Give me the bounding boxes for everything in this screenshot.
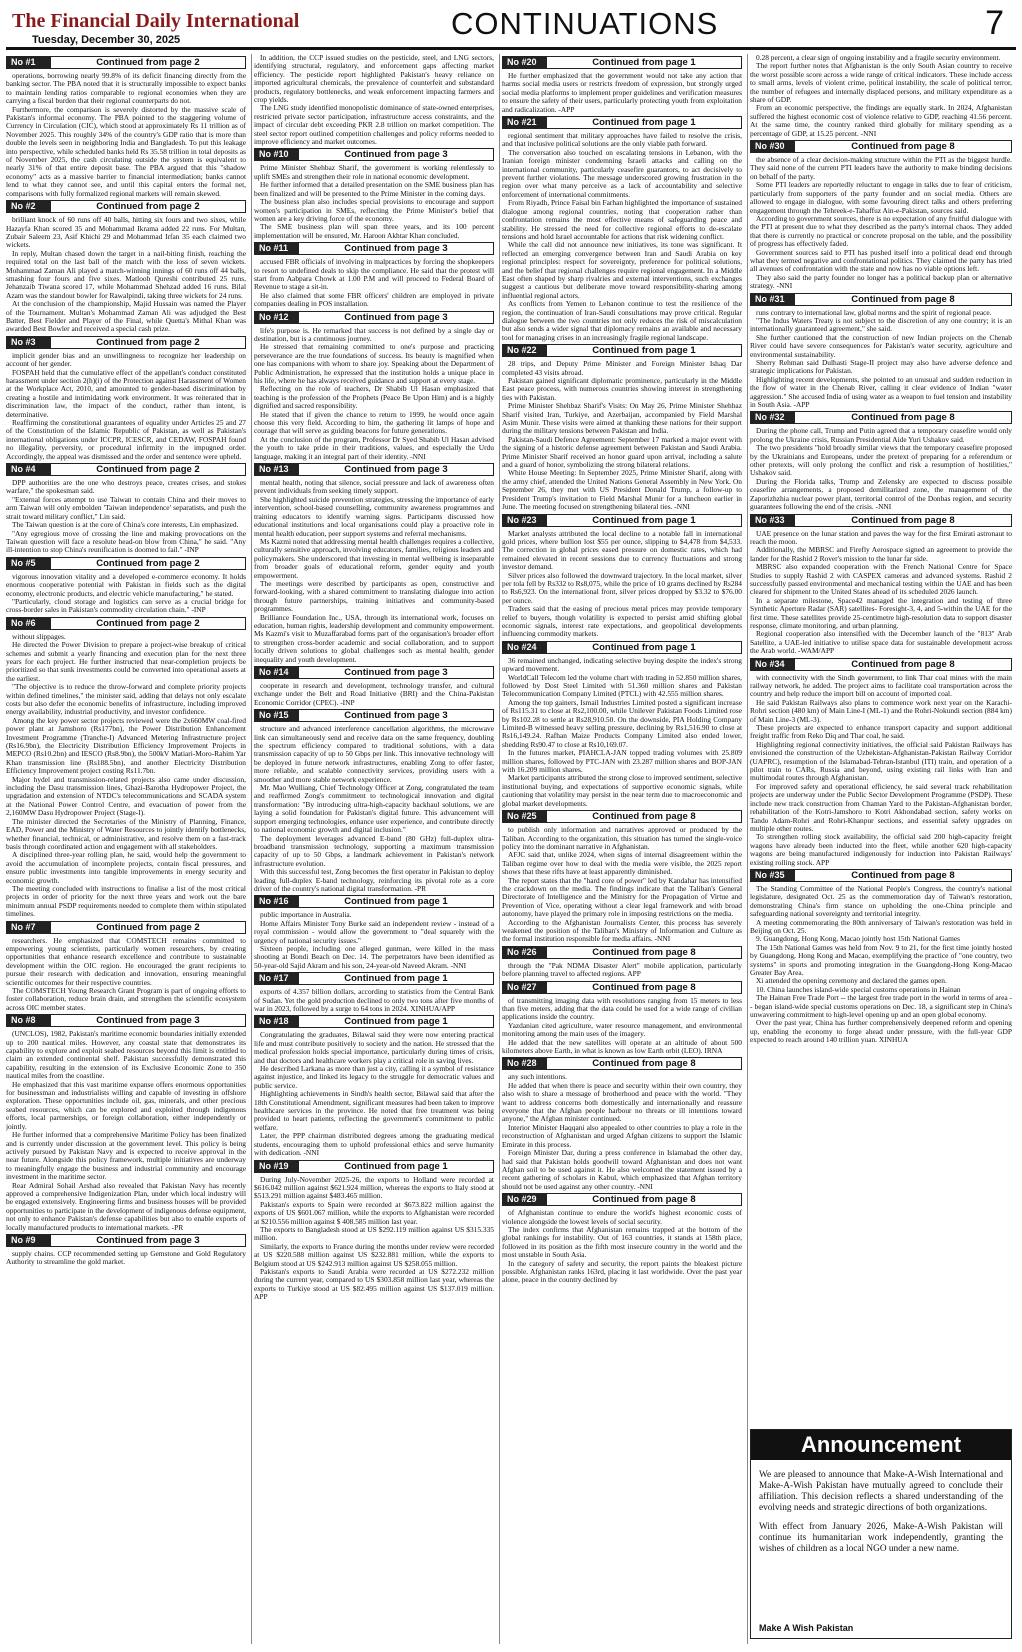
article-paragraph: life's purpose is. He remarked that success is not defined by a single day or destination, but is a continuous journey. [254,325,494,343]
continuation-number: No #20 [503,57,547,68]
continuation-number: No #26 [503,947,547,958]
continued-from-label: Continued from page 2 [96,557,200,569]
announcement-signature: Make A Wish Pakistan [759,1622,854,1633]
continuation-number: No #7 [7,922,51,933]
article-paragraph: of Afghanistan continue to endure the world's highest economic costs of violence alongside the lowest levels of social security. [502,1208,742,1226]
article-paragraph: The report further notes that Afghanistan is the only South Asian country to receive the worst possible score across a wide range of critical indicators. These include access to small arms, levels of violent crime, political instability, the scale of political terror, the number of refugees and internally displaced persons, and military expenditure as a share of GDP. [750,61,1012,105]
article-paragraph: Some PTI leaders are reportedly reluctant to engage in talks due to fear of criticism, particularly from supporters of the party founder and on social media. Others are allowed to engage in dialogue, with some favouring direct talks and others preferring engagement through the Tehreek-e-Tahaffuz Ain-e-Pakistan, sources said. [750,180,1012,215]
article-paragraph: Congratulating the graduates, Bilawal said they were now entering practical life and must contribute positively to society and the nation. He stressed that the medical profession holds special importance, particularly during times of crisis, and that doctors and healthcare workers play a critical role in saving lives. [254,1030,494,1065]
continuation-header [750,869,1012,882]
article-paragraph: He further informed that a comprehensive Maritime Policy has been finalized and is currently under discussion at the government level. This policy is being actively pursued by Pakistan Navy and is expected to receive approval in the near future. Alongside this policy framework, multiple initiatives are underway to meaningfully engage the business and industrial community and encourage investment in the maritime sector. [6,1130,246,1182]
continuation-article [750,54,1012,138]
continuation-header [254,242,494,255]
article-paragraph: He added that when there is peace and security within their own country, they also wish to share a message of brotherhood and peace with the world. "They want to address concerns both domestically and internationally and reassure everyone that the Afghan people harbour no threats or ill intentions toward anyone," the Afghan minister continued. [502,1080,742,1124]
column-3 [502,54,742,1646]
continuation-header [6,1014,246,1027]
article-paragraph: UAE presence on the lunar station and paves the way for the first Emirati astronaut to reach the moon. [750,528,1012,546]
article-paragraph: These projects are expected to enhance transport capacity and support additional freight traffic from Reko Diq and Thar coal, he said. [750,723,1012,741]
article-paragraph: They also said the party founder no longer has a political backup plan or alternative strategy. -NNI [750,272,1012,291]
continued-from-label: Continued from page 1 [344,896,448,908]
continuation-number: No #19 [255,1161,299,1172]
article-paragraph: Prime Minister Shehbaz Sharif, the government is working relentlessly to uplift SMEs and strengthen their role in national economic development. [254,163,494,181]
article-paragraph: 28 trips, and Deputy Prime Minister and Foreign Minister Ishaq Dar completed 43 visits abroad. [502,359,742,377]
article-paragraph: The meeting concluded with instructions to finalise a list of the most critical projects in order of priority for the next three years and work out the bare minimum annual PSDP requirements needed to complete them within stipulated timelines. [6,883,246,919]
article-paragraph: operations, borrowing nearly 99.8% of its deficit financing directly from the banking sector. The PBA noted that it is structurally impossible to expect banks to maintain lending ratios comparable to regional economies when they are carrying a fiscal burden that their regional counterparts do not. [6,71,246,106]
continuation-header [502,641,742,654]
article-paragraph: exports of 4.357 billion dollars, according to statistics from the Central Bank of Sudan. Yet the gold production declined to only two tons after five months of war in 2023, followed by a surge to 64 tons in 2024. XINHUA/APP [254,987,494,1013]
continuation-article [6,200,246,334]
continuation-article [254,1015,494,1157]
article-paragraph: To strengthen rolling stock availability, the official said 200 high-capacity freight wagons have already been inducted into the fleet, while another 620 high-capacity wagons are being manufactured indigenously for induction into Pakistan Railways' existing rolling stock. APP [750,832,1012,867]
article-paragraph: Later, the PPP chairman distributed degrees among the graduating medical students, encouraging them to uphold professional ethics and serve humanity with dedication. -NNI [254,1131,494,1158]
continued-from-label: Continued from page 2 [96,201,200,213]
article-paragraph: Foreign Minister Dar, during a press conference in Islamabad the other day, had said that Pakistan holds goodwill toward Afghanistan and does not want Afghan soil to be used against it. He also welcomed the statement issued by a recent gathering of scholars in Kabul, which emphasized that Afghan territory should not be used against any other country. -NNI [502,1148,742,1191]
paper-name: The Financial Daily International [12,10,300,32]
continuation-header [502,514,742,527]
article-paragraph: In the category of safety and security, the report paints the bleakest picture possible. Afghanistan ranks 163rd, placing it last worldwide. Over the past year alone, peace in the country declined by [502,1258,742,1285]
article-paragraph: During the phone call, Trump and Putin agreed that a temporary ceasefire would only prolong the Ukraine crisis, Russian Presidential Aide Yuri Ushakov said. [750,426,1012,444]
article-paragraph: Similarly, the exports to France during the months under review were recorded at US $220.588 million against US $232.881 million, while the exports to Belgium stood at US $242.913 million against US $258.055 million. [254,1241,494,1268]
continuation-header [750,514,1012,527]
continued-from-label: Continued from page 8 [851,869,955,881]
section-title: CONTINUATIONS [451,6,719,41]
continuation-article [6,463,246,555]
continuation-number: No #6 [7,618,51,629]
article-paragraph: 36 remained unchanged, indicating selective buying despite the index's strong upward movement. [502,655,742,674]
announcement-body [751,1460,1011,1573]
article-paragraph: Pakistan gained significant diplomatic prominence, particularly in the Middle East peace process, with numerous countries showing interest in strengthening ties with Pakistan. [502,376,742,402]
article-paragraph: White House Meeting: In September 2025, Prime Minister Sharif, along with the army chief, attended the United Nations General Assembly in New York. On September 26, they met with US President Donald Trump, a follow-up to President Trump's invitation to Field Marshal Munir for a luncheon earlier in June. The meeting focused on strengthening bilateral ties. -NNI [502,468,742,512]
article-paragraph: Sherry Rehman said Dulhasti Stage-II project may also have adverse defence and strategic implications for Pakistan. [750,358,1012,376]
continued-from-label: Continued from page 1 [592,514,696,526]
continuation-header [6,617,246,630]
article-paragraph: The COMSTECH Young Research Grant Program is part of ongoing efforts to foster collaboration, reduce brain drain, and strengthen the scientific ecosystem across OIC member states. [6,986,246,1012]
continuation-article [502,981,742,1056]
article-paragraph: cooperate in research and development, technology transfer, and cultural exchange under the Belt and Road Initiative (BRI) and the China-Pakistan Economic Corridor (CPEC). -INP [254,681,494,707]
article-paragraph: A disciplined three-year rolling plan, he said, would help the government to avoid the accumulation of incomplete projects, contain fiscal pressures, and ensure public investments into tangible improvements in energy security and economic growth. [6,850,246,885]
article-paragraph: The Hainan Free Trade Port -- the largest free trade port in the world in terms of area -- began island-wide special customs operations on Dec. 18, a significant step in China's unwavering commitment to high-level opening up and an open global economy. [750,993,1012,1020]
article-paragraph: "Particularly, cloud storage and logistics can serve as a crucial bridge for cross-border sales in Pakistan's commodity circulation chain." -INP [6,596,246,615]
continuation-article [750,869,1012,1045]
continued-from-label: Continued from page 2 [96,617,200,629]
continuation-header [254,666,494,679]
article-paragraph: In the futures market, PIAHCLA-JAN topped trading volumes with 25.809 million shares, followed by PTC-JAN with 23.287 million shares and BOP-JAN with 16.209 million shares. [502,748,742,775]
article-paragraph: Prime Minister Shehbaz Sharif's Visits: On May 26, Prime Minister Shehbaz Sharif visited Iran, Turkiye, and Azerbaijan, accompanied by Field Marshal Asim Munir. These visits were aimed at thanking these nations for their support during the military tensions between Pakistan and India. [502,401,742,436]
column-2 [254,54,494,1646]
article-paragraph: Silver prices also followed the downward trajectory. In the local market, silver per tola fell by Rs332 to Rs8,075, while the price of 10 grams declined by Rs284 to Rs6,923. On the international front, silver prices dropped by $3.32 to $76.00 per ounce. [502,570,742,605]
continued-from-label: Continued from page 3 [344,311,448,323]
continued-from-label: Continued from page 1 [592,57,696,68]
article-paragraph: "The Indus Waters Treaty is not subject to the discretion of any one country; it is an internationally guaranteed agreement," she said. [750,315,1012,334]
article-paragraph: Sixteen people, including one alleged gunman, were killed in the mass shooting at Bondi Beach on Dec. 14. The perpetrators have been identified as 50-year-old Sajid Akram and his son, 24-year-old Naveed Akram. -NNI [254,943,494,970]
article-paragraph: In reply, Multan chased down the target in a nail-biting finish, reaching the required total on the last ball of the match with the loss of seven wickets. Mohammad Zaman Ali played a match-winning innings of 60 runs off 44 balls, smashing four fours and five sixes. Matloob Qureshi contributed 25 runs, Jehanzaib Tiwana scored 17, while Mohammad Shehzad added 16 runs. Bilal Azam was the standout bowler for Rawalpindi, taking three wickets for 24 runs. [6,248,246,300]
article-paragraph: Among the key power sector projects reviewed were the 2x660MW coal-fired power plant at Jamshoro (Rs177bn), the Power Distribution Enhancement Investment Programme (Tranche-I) Advanced Metering Infrastructure project (Rs16.9bn), the Electricity Distribution Efficiency Improvement Projects in MEPCO (Rs10.2bn) and IESCO (Rs8.9bn), the 500kV Matiari-Moro-Rahim Yar Khan transmission line (Rs188.5bn), and another Electricity Distribution Efficiency Improvement project costing Rs11.7bn. [6,715,246,776]
article-paragraph: He described Larkana as more than just a city, calling it a symbol of resistance against injustice, and linked its legacy to the struggle for democratic values and public service. [254,1064,494,1090]
continued-from-label: Continued from page 1 [344,1160,448,1172]
continuation-article [6,56,246,198]
article-paragraph: implicit gender bias and an unwillingness to recognize her leadership on account of her gender. [6,350,246,369]
continuation-number: No #22 [503,345,547,356]
article-paragraph: From an economic perspective, the findings are equally stark. In 2024, Afghanistan suffered the highest economic cost of violence relative to GDP, reaching 41.56 percent. At the same time, the country ranked third globally for military spending as a percentage of GDP, at 15.25 percent. -NNI [750,103,1012,138]
article-paragraph: During the Florida talks, Trump and Zelensky are expected to discuss possible ceasefire arrangements, a proposed demilitarized zone, the management of the Zaporizhzhia nuclear power plant, territorial control of the Donbas region, and security guarantees following the end of the crisis. -NNI [750,476,1012,512]
article-paragraph: 10. China launches island-wide special customs operations in Hainan [756,984,961,994]
continuation-header [502,981,742,994]
article-paragraph: with connectivity with the Sindh government, to link Thar coal mines with the main railway network, he added. The project aims to facilitate coal transportation across the country and help reduce the import bill on account of imported coal. [750,672,1012,699]
article-paragraph: Interior Minister Haqqani also appealed to other countries to play a role in the reconstruction of Afghanistan and urged Afghan citizens to support the Islamic Emirate in this process. [502,1122,742,1149]
article-paragraph: Regional cooperation also intensified with the December launch of the "813" Arab Satellite, a UAE-led initiative to utilise space data for sustainable development across the Arab world. -WAM/APP [750,629,1012,656]
article-paragraph: regional sentiment that military approaches have failed to resolve the crisis, and that inclusive political solutions are the only viable path forward. [502,131,742,149]
article-paragraph: "External forces attempt to use Taiwan to contain China and their moves to arm Taiwan will only embolden 'Taiwan independence' separatists, and push the strait toward military conflict," Lin said. [6,494,246,521]
continuation-header [502,1057,742,1070]
continuation-number: No #14 [255,667,299,678]
article-paragraph: Pakistan-Saudi Defence Agreement: September 17 marked a major event with the signing of a historic defense agreement between Pakistan and Saudi Arabia. Prime Minister Sharif received an honor guard upon arrival, including a salute and a guard of honor, symbolizing the strong bilateral relations. [502,434,742,470]
article-paragraph: In a separate milestone, Space42 managed the integration and testing of three Synthetic Aperture Radar (SAR) satellites- Foresight-3, 4, and 5-within the UAE for the first time. These satellites provide 25-centimetre high-resolution data to support disaster response, climate monitoring, and urban planning. [750,595,1012,630]
continuation-header [502,1193,742,1206]
continuation-header [254,1015,494,1028]
continuation-article [254,54,494,146]
article-paragraph: At the conclusion of the program, Professor Dr Syed Shabib Ul Hasan advised the youth to take pride in their traditions, values, and especially the Urdu language, making it an integral part of their identity. -NNI [254,434,494,461]
continuation-number: No #23 [503,515,547,526]
continuation-article [502,344,742,511]
article-paragraph: mental health, noting that silence, social pressure and lack of awareness often prevent individuals from seeking timely support. [254,478,494,496]
continuation-number: No #32 [751,412,795,423]
article-paragraph: the absence of a clear decision-making structure within the PTI as the biggest hurdle. They said none of the current PTI leaders have the authority to make binding decisions on behalf of the party. [750,155,1012,181]
continuation-number: No #11 [255,243,299,254]
article-paragraph: Among the top gainers, Ismail Industries Limited posted a significant increase of Rs115.31 to close at Rs2,100.00, while Unilever Pakistan Foods Limited rose by Rs102.28 to settle at Rs28,910.50. On the downside, PIA Holding Company Limited-B witnessed heavy selling pressure, declining by Rs1,516.90 to close at Rs16,149.24. Rafhan Maize Products Company Limited also ended lower, shedding Rs90.47 to close at Rs10,169.07. [502,697,742,749]
continuation-article [6,921,246,1013]
article-paragraph: She highlighted suicide prevention strategies, stressing the importance of early intervention, school-based counselling, community awareness programmes and training educators to identify warning signs. Participants discussed how educational institutions and local organisations could play a proactive role in mental health education, peer support systems and referral mechanisms. [254,494,494,538]
continuation-header [750,140,1012,153]
article-paragraph: Traders said that the easing of precious metal prices may provide temporary relief to buyers, though volatility is expected to persist amid shifting global economic signals, interest rate expectations, and geopolitical developments influencing commodity markets. [502,604,742,639]
article-paragraph: any such intentions. [508,1072,567,1082]
article-paragraph: WorldCall Telecom led the volume chart with trading in 52.850 million shares, followed by Dost Steel Limited with 51.360 million shares and Pakistan Telecommunication Company Limited (PTCL) with 42.555 million shares. [502,672,742,699]
article-paragraph: Pakistan's exports to Spain were recorded at $673.822 million against the exports of US $601.067 million, while the exports to Afghanistan were recorded at $210.556 million against $ 408.585 million last year. [254,1199,494,1226]
continuation-header [254,148,494,161]
article-paragraph: He further emphasized that the government would not take any action that harms social media users or restricts freedom of expression, but strongly urged social media platforms to implement proper guidelines and verification measures to ensure the safety of their users, particularly protecting youth from exploitation and radicalization. -APP [502,71,742,114]
continuation-header [254,1160,494,1173]
announcement-paragraph: With effect from January 2026, Make-A-Wish Pakistan will continue its humanitarian work independently, granting the wishes of children as a local NGO under a new name. [759,1522,1003,1554]
article-paragraph: researchers. He emphasized that COMSTECH remains committed to empowering young scientists, particularly women researchers, by creating opportunities that enhance research excellence and contribute to sustainable development within the OIC region. He encouraged the grant recipients to pursue their research with dedication and innovation, ensuring meaningful scientific outcomes for their respective countries. [6,935,246,987]
continued-from-label: Continued from page 1 [592,641,696,653]
article-paragraph: DPP authorities are the one who destroys peace, creates crises, and stokes warfare," the spokesman said. [6,478,246,496]
continuation-article [750,293,1012,410]
article-paragraph: The 15th National Games was held from Nov. 9 to 21, for the first time jointly hosted by Guangdong, Hong Kong and Macao, exemplifying the practice of "one country, two systems" in sports and promoting integration in the Guangdong-Hong Kong-Macao Greater Bay Area. [750,942,1012,977]
continuation-number: No #12 [255,312,299,323]
continuation-number: No #21 [503,117,547,128]
continuation-article [6,1234,246,1267]
continuation-article [254,1160,494,1302]
article-paragraph: Major hydel and transmission-related projects also came under discussion, including the Dasu transmission lines, Ghazi-Barotha Hydropower Project, the upgradation and extension of NTDC's telecommunications and SCADA system at the National Power Control Centre, and evacuation of power from the 2,160MW Dasu Hydropower Project (Stage-I). [6,774,246,818]
continued-from-label: Continued from page 2 [96,336,200,348]
continuation-article [750,658,1012,867]
article-paragraph: He also claimed that some FBR officers' children are employed in private companies dealing in POS installation. [254,290,494,309]
article-paragraph: The exports to Bangladesh stood at US $292.119 million against US $315.335 million. [254,1224,494,1243]
continued-from-label: Continued from page 3 [344,710,448,722]
article-paragraph: The Standing Committee of the National People's Congress, the country's national legislature, designated Oct. 25 as the commemoration day of Taiwan's restoration, demonstrating China's firm stance on upholding the one-China principle and safeguarding national sovereignty and territorial integrity. [750,883,1012,919]
continuation-header [254,972,494,985]
article-paragraph: through the "Pak NDMA Disaster Alert" mobile application, particularly before planning travel to affected regions. APP [502,960,742,979]
article-paragraph: "Any egregious move of crossing the line and making provocations on the Taiwan question will face a resolute head-on blow from China," he said. "Any ill-intention to stop China's reunification is doomed to fail." -INP [6,528,246,555]
continuation-header [6,1234,246,1247]
article-paragraph: Ms Kazmi noted that addressing mental health challenges requires a collective, culturally sensitive approach, involving educators, families, religious leaders and policymakers. She underscored that investing in mental wellbeing is inseparable from broader goals of educational reform, gender equity and youth empowerment. [254,536,494,580]
article-paragraph: (UNCLOS), 1982, Pakistan's maritime economic boundaries initially extended up to 200 nautical miles. However, any coastal state that demonstrates its capability to explore and exploit seabed resources beyond this limit is entitled to claim an extended continental shelf. Pakistan successfully demonstrated this capability, resulting in the extension of its Exclusive Economic Zone to 350 nautical miles from the coastline. [6,1029,246,1081]
masthead-rule [6,47,1016,50]
continuation-article [750,411,1012,511]
continued-from-label: Continued from page 3 [344,464,448,476]
continuation-header [254,463,494,476]
article-paragraph: According to government sources, there is no expectation of any fruitful dialogue with the PTI at present due to what they described as the party's internal chaos. They added that there is currently no practical or concrete proposal on the table, and the possibility of progress has effectively faded. [750,213,1012,249]
continuation-header [750,293,1012,306]
article-paragraph: public importance in Australia. [260,910,352,920]
continuation-article [502,1057,742,1191]
continuation-number: No #35 [751,870,795,881]
masthead [6,4,1016,48]
continued-from-label: Continued from page 1 [592,345,696,357]
continuation-article [502,116,742,342]
continuation-number: No #10 [255,149,299,160]
continuation-header [502,810,742,823]
article-paragraph: She further cautioned that the construction of new Indian projects on the Chenab River could have severe consequences for Pakistan's water security, agriculture and environmental sustainability. [750,332,1012,359]
continuation-article [254,148,494,240]
article-paragraph: MBRSC also expanded cooperation with the French National Centre for Space Studies to supply Rashid 2 with CASPEX cameras and advanced systems. Rashid 2 successfully passed environmental and mechanical testing within the UAE and has been cleared for shipment to the United States ahead of its scheduled 2026 launch. [750,562,1012,597]
continuation-number: No #4 [7,464,51,475]
article-columns [6,54,1016,1646]
column-4-text [750,54,1012,1426]
continued-from-label: Continued from page 8 [592,1058,696,1070]
article-paragraph: As conflicts from Yemen to Lebanon continue to test the resilience of the region, the continuation of Iran-Saudi consultations may prove critical. Regular dialogue between the two countries not only reduces the risk of miscalculation but also sends a wider signal that diplomacy remains an available and necessary tool for managing crises in an increasingly fragile regional landscape. [502,299,742,342]
article-paragraph: He directed the Power Division to prepare a project-wise breakup of critical schemes and submit a yearly financing and execution plan for the next three years for each project. He further instructed that near-completion projects be prioritized so that sunk investments could be converted into operational assets at the earliest. [6,640,246,683]
continuation-article [254,895,494,970]
continuation-article [254,666,494,707]
continued-from-label: Continued from page 8 [592,981,696,993]
continuation-number: No #1 [7,57,51,68]
article-paragraph: For improved safety and operational efficiency, he said several track rehabilitation projects are underway under the Public Sector Development Programme (PSDP). These include new track construction from Chaman Yard to the Pakistan-Afghanistan border, rehabilitation of the Kotri-Jamshoro to Kotri Akhondabad section, safety works on Tando Adam-Rohri and Rohri-Khanpur sections, and essential safety upgrades on multiple other routes. [750,781,1012,833]
continuation-number: No #3 [7,337,51,348]
continuation-article [254,242,494,308]
continuation-number: No #27 [503,982,547,993]
continuation-article [750,514,1012,656]
article-paragraph: vigorous innovation vitality and a developed e-commerce economy. It holds enormous cooperative potential with Pakistan in fields such as the digital economy, electronic products, and electric vehicle manufacturing," he stated. [6,571,246,598]
announcement-paragraph: We are pleased to announce that Make-A-Wish International and Make-A-Wish Pakistan have mutually agreed to conclude their affiliation. This decision reflects a shared understanding of the evolving needs and strategic directions of both organizations. [759,1470,1003,1513]
continuation-article [502,641,742,808]
continuation-header [750,411,1012,424]
continued-from-label: Continued from page 8 [592,811,696,823]
article-paragraph: He said Pakistan Railways also plans to commence work next year on the Karachi-Rohri section (480 km) of Main Line-I (ML-1) and the Rohri-Nokundi section (884 km) of Main Line-3 (ML-3). [750,697,1012,724]
continuation-header [6,463,246,476]
continuation-number: No #29 [503,1194,547,1205]
continuation-number: No #18 [255,1016,299,1027]
continuation-number: No #13 [255,464,299,475]
continued-from-label: Continued from page 8 [851,658,955,670]
continuation-header [502,344,742,357]
continuation-number: No #34 [751,659,795,670]
article-paragraph: runs contrary to international law, global norms and the spirit of regional peace. [756,307,992,317]
continuation-number: No #30 [751,141,795,152]
article-paragraph: AFJC said that, unlike 2024, when signs of internal disagreement within the Taliban regime over how to deal with the media were visible, the 2025 report shows that these rifts have at least apparently diminished. [502,850,742,877]
continuation-article [502,946,742,979]
announcement-box [750,1429,1012,1639]
article-paragraph: At the conclusion of the championship, Majid Hussain was named the Player of the Tournament. Multan's Mohammad Zaman Ali was adjudged the Best Batter, Best Fielder and Player of the Final, while Quetta's Mithal Khan was awarded Best Bowler and received a special cash prize. [6,299,246,334]
continuation-number: No #9 [7,1235,51,1246]
continuation-header [502,56,742,69]
column-4 [750,54,1012,1646]
continued-from-label: Continued from page 8 [851,293,955,305]
continuation-number: No #28 [503,1058,547,1069]
continuation-number: No #17 [255,973,299,984]
continued-from-label: Continued from page 1 [344,1016,448,1028]
continued-from-label: Continued from page 3 [344,243,448,255]
continuation-number: No #25 [503,811,547,822]
continued-from-label: Continued from page 2 [96,57,200,68]
continuation-number: No #2 [7,201,51,212]
article-paragraph: Highlighting regional connectivity initiatives, the official said Pakistan Railways has envisioned the construction of the Uzbekistan-Afghanistan-Pakistan Railway Corridor (UAPRC), resumption of the Islamabad-Tehran-Istanbul (ITI) train, and operation of a pilot train to CARs, Russia and beyond, using existing rail links with Iran and multimodal routes through Afghanistan. [750,739,1012,783]
article-paragraph: The LNG study identified monopolistic dominance of state-owned enterprises, restricted private sector participation, infrastructure access constraints, and the impact of circular debt exceeding PKR 2.8 trillion on market competition. The steel sector report outlined competition challenges and policy reforms needed to improve efficiency and market outcomes. [254,103,494,147]
article-paragraph: During July-November 2025-26, the exports to Holland were recorded at $616.042 million against $621.924 million, whereas the exports to Italy stood at $513.291 million against $483.465 million. [254,1174,494,1201]
continuation-article [6,1014,246,1232]
article-paragraph: Additionally, the MBRSC and Firefly Aerospace signed an agreement to provide the lander for the Rashid 2 Rover's mission to the lunar far side. [750,545,1012,563]
article-paragraph: The conversation also touched on escalating tensions in Lebanon, with the Iranian foreign minister condemning Israeli attacks and calling on the international community, particularly ceasefire guarantors, to act decisively to prevent further violations. The message underscored growing frustration in the region over what many perceive as a lack of accountability and selective enforcement of international commitments. [502,147,742,199]
continuation-article [254,972,494,1013]
continuation-header [6,200,246,213]
article-paragraph: Xi attended the opening ceremony and declared the games open. [756,976,947,986]
article-paragraph: A meeting commemorating the 80th anniversary of Taiwan's restoration was held in Beijing on Oct. 25. [750,917,1012,935]
article-paragraph: He added that the new satellites will operate at an altitude of about 500 kilometers above Earth, in what is known as low Earth orbit (LEO). IRNA [502,1037,742,1056]
issue-date: Tuesday, December 30, 2025 [32,34,181,46]
article-paragraph: Government sources said to PTI has pushed itself into a political dead end through what they termed negative and confrontational politics. They claimed the party has tried all avenues of confrontation with the state and now has no viable options left. [750,247,1012,274]
continuation-header [6,921,246,934]
article-paragraph: He stated that if given the chance to return to 1999, he would once again choose this very field. According to him, the gathering lit lamps of hope and courage that will serve as guiding beacons for future generations. [254,409,494,436]
article-paragraph: In addition, the CCP issued studies on the pesticide, steel, and LNG sectors, identifying structural, regulatory, and enforcement gaps affecting market efficiency. The pesticide report highlighted Pakistan's heavy reliance on imported agricultural chemicals, the prevalence of counterfeit and substandard products, regulatory bottlenecks, and weak enforcement impacting farmers and crop yields. [254,54,494,105]
article-paragraph: 9. Guangdong, Hong Kong, Macao jointly host 15th National Games [756,934,961,944]
article-paragraph: With this successful test, Zong becomes the first operator in Pakistan to deploy leading full-duplex E-band technology, reinforcing its pivotal role as a core driver of the country's national digital transformation. -PR [254,867,494,893]
continuation-article [254,709,494,893]
article-paragraph: The report states that the "hard core of power" led by Kandahar has intensified the crackdown on the media. The findings indicate that the Taliban's General Directorate of Intelligence and the Ministry for the Propagation of Virtue and Prevention of Vice, operating without a clear legal framework and with broad autonomy, have played the primary role in imposing restrictions on the media. [502,875,742,919]
continued-from-label: Continued from page 8 [851,141,955,153]
continuation-header [6,56,246,69]
article-paragraph: Reflecting on the role of teachers, Dr Shabib Ul Hasan emphasized that teaching is the profession of the Prophets (Peace Be Upon Him) and is a highly dignified and sacred responsibility. [254,384,494,411]
continuation-article [6,336,246,461]
continuation-header [502,116,742,129]
continuation-header [254,311,494,324]
continued-from-label: Continued from page 8 [592,946,696,958]
article-paragraph: Rear Admiral Sohail Arshad also revealed that Pakistan Navy has recently approved a comprehensive Indigenization Plan, under which local industry will be engaged extensively. Engineering firms and business houses will be provided opportunities to participate in the development of indigenous defense equipment, not only to enhance Pakistan's defense capabilities but also to enable exports of locally manufactured products to international markets. -PR [6,1180,246,1232]
article-paragraph: Brilliance Foundation Inc., USA, through its international work, focuses on education, human rights, leadership development and community empowerment. Ms Kazmi's visit to Muzaffarabad forms part of the organisation's broader effort to strengthen cross-border academic and social collaboration, and to support locally driven solutions to global challenges such as mental health, gender inequality and youth development. [254,612,494,664]
article-paragraph: Market analysts attributed the local decline to a notable fall in international gold prices, where bullion lost $55 per ounce, slipping to $4,478 from $4,533. The correction in global prices eased pressure on domestic rates, which had remained elevated in recent sessions due to currency fluctuations and strong investor demand. [502,528,742,572]
continuation-header [6,557,246,570]
article-paragraph: He emphasized that this vast maritime expanse offers enormous opportunities for businessman and industrialists willing and capable of investing in offshore exploration. These opportunities include oil, gas, minerals, and other precious seabed resources, which can be explored and exploited through indigenous efforts, local partnerships, or foreign collaboration, either independently or jointly. [6,1079,246,1131]
article-paragraph: From Riyadh, Prince Faisal bin Farhan highlighted the importance of sustained dialogue among regional countries, noting that cooperation rather than confrontation remains the most effective means of safeguarding peace and stability. He stressed the need for collective regional efforts to de-escalate tensions and hold Israel accountable for actions that risk widening conflict. [502,198,742,241]
article-paragraph: He further informed that a detailed presentation on the SME business plan has been finalized and will be presented to the Prime Minister in the coming days. [254,180,494,198]
article-paragraph: Pakistan's exports to Saudi Arabia were recorded at US $272.232 million during the current year, compared to US $303.858 million last year, whereas the exports to Turkiye stood at US $82.495 million against US $137.019 million. APP [254,1266,494,1302]
article-paragraph: The Taiwan question is at the core of China's core interests, Lin emphasized. [12,520,239,530]
continuation-header [750,658,1012,671]
continued-from-label: Continued from page 8 [592,1194,696,1206]
article-paragraph: accused FBR officials of involving in malpractices by forcing the shopkeepers to resort to undefined deals to skip the compliance. He said that the protest will start from Aabpara Chowk at 1.00 P.M and will proceed to Federal Board of Revenue to stage a sit-in. [254,257,494,292]
continuation-article [6,557,246,615]
page-number: 7 [985,4,1004,42]
continuation-number: No #24 [503,642,547,653]
continuation-header [6,336,246,349]
article-paragraph: The meetings were described by participants as open, constructive and forward-looking, with a shared commitment to translating dialogue into action through future partnerships, training initiatives and community-based programmes. [254,578,494,614]
article-paragraph: brilliant knock of 60 runs off 40 balls, hitting six fours and two sixes, while Hazayfa Khan scored 35 and Mohammad Ikrama added 22 runs. For Multan, Zubair Saleem 23, Asif Khichi 29 and Mohammad Irfan 35 each claimed two wickets. [6,215,246,250]
continued-from-label: Continued from page 3 [344,667,448,678]
continuation-article [254,311,494,462]
continued-from-label: Continued from page 1 [592,117,696,129]
continuation-number: No #16 [255,896,299,907]
continuation-number: No #5 [7,558,51,569]
continued-from-label: Continued from page 3 [96,1234,200,1246]
article-paragraph: supply chains. CCP recommended setting up Gemstone and Gold Regulatory Authority to streamline the gold market. [6,1248,246,1267]
continuation-article [502,810,742,944]
article-paragraph: of transmitting imaging data with resolutions ranging from 15 meters to less than five meters, adding that the data could be used for a wide range of civilian applications inside the country. [502,995,742,1022]
continued-from-label: Continued from page 8 [851,412,955,424]
article-paragraph: The deployment leverages advanced E-band (80 GHz) full-duplex ultra-broadband transmission technology, supporting a maximum transmission capacity of up to 50 Gbps, a landmark achievement in Pakistan's network infrastructure evolution. [254,833,494,868]
continuation-article [750,140,1012,291]
continuation-article [502,1193,742,1285]
article-paragraph: Reaffirming the constitutional guarantees of equality under Articles 25 and 27 of the Constitution of the Islamic Republic of Pakistan, as well as Pakistan's international obligations under ICCPR, ICESCR, and CEDAW, FOSPAH found no illegality, perversity, or procedural infirmity in the impugned order. Accordingly, the appeal was dismissed and the order and sentence were upheld. [6,418,246,461]
continued-from-label: Continued from page 3 [96,1015,200,1027]
continued-from-label: Continued from page 1 [344,973,448,985]
article-paragraph: structure and advanced interference cancellation algorithms, the microwave link can simultaneously send and receive data on the same frequency, doubling the spectrum efficiency compared to traditional solutions, with a data transmission capacity of up to 50 Gbps per link. This innovative technology will be deployed in future network infrastructures, enabling Zong to offer faster, more reliable, and scalable connectivity services, providing users with a smoother and more stable network experience. [254,724,494,784]
continuation-article [6,617,246,919]
continued-from-label: Continued from page 8 [851,514,955,526]
continued-from-label: Continued from page 2 [96,921,200,933]
continuation-number: No #8 [7,1015,51,1026]
article-paragraph: Highlighting achievements in Sindh's health sector, Bilawal said that after the 18th Constitutional Amendment, significant measures had been taken to improve healthcare services in the province. He noted that free treatment was being provided to heart patients, reflecting the government's commitment to public welfare. [254,1089,494,1132]
article-paragraph: Furthermore, the comparison is severely distorted by the massive scale of Pakistan's informal economy. The PBA pointed to the staggering volume of Currency in Circulation (CIC), which stood at approximately Rs 11 trillion as of November 2025. This roughly 34% of the country's GDP ratio that is more than double the levels seen in neighboring India and Bangladesh. To put this leakage into perspective, while scheduled banks held Rs 35.58 trillion in total deposits as of November 2025, the cash circulating outside the system is equivalent to nearly 31% of that entire deposit base. The PBA argued that this "shadow economy" acts as a massive barrier to financial intermediation; banks cannot lend to what they cannot see, and until this capital enters the formal net, comparisons with fully formalized regional markets will remain skewed. [6,104,246,198]
continuation-article [502,514,742,639]
article-paragraph: without slippages. [12,631,66,641]
article-paragraph: Home Affairs Minister Tony Burke said an independent review - instead of a royal commission - would allow the government to "deal squarely with the urgency of national security issues." [254,918,494,945]
article-paragraph: Over the past year, China has further comprehensively deepened reform and opening up, enabling the economy to forge ahead under pressure, with the full-year GDP expected to reach around 140 trillion yuan. XINHUA [750,1018,1012,1045]
continuation-number: No #31 [751,294,795,305]
article-paragraph: Mr. Mao Wulliang, Chief Technology Officer at Zong, congratulated the team and reaffirmed Zong's commitment to technological innovation and digital transformation: "By introducing ultra-high-capacity backhaul solutions, we are laying a solid foundation for Pakistan's digital future. This advancement will support emerging technologies, enhance user experience, and contribute directly to national economic growth and digital inclusion." [254,783,494,835]
continuation-header [254,709,494,722]
announcement-title: Announcement [751,1430,1011,1460]
column-1 [6,54,246,1646]
continuation-article [502,56,742,114]
article-paragraph: Yazdanian cited agriculture, water resource management, and environmental monitoring among the main uses of the imagery. [502,1020,742,1039]
article-paragraph: He stressed that remaining committed to one's purpose and practicing perseverance are the true foundations of success. Its beauty is magnified when one has companions with whom to share joy. Speaking about the Department of Public Administration, he expressed that the institution holds a unique place in his life, where he has always received guidance and support at every stage. [254,342,494,385]
continuation-header [254,895,494,908]
continuation-number: No #15 [255,710,299,721]
continued-from-label: Continued from page 2 [96,464,200,476]
article-paragraph: FOSPAH held that the cumulative effect of the appellant's conduct constituted harassment under section 2(h)(i) of the Protection against Harassment of Women at the Workplace Act, 2010, and amounted to gender-based discrimination by creating a hostile and intimidating work environment. It was reiterated that in discrimination law, the impact of the conduct, rather than intent, is determinative. [6,367,246,419]
article-paragraph: The business plan also includes special provisions to encourage and support women's participation in SMEs, reflecting the Prime Minister's belief that women are a key driving force of the economy. [254,197,494,223]
article-paragraph: The SME business plan will span three years, and its 100 percent implementation will be ensured, Mr. Haroon Akhtar Khan concluded. [254,222,494,240]
continuation-article [254,463,494,664]
continuation-number: No #33 [751,515,795,526]
article-paragraph: "The objective is to reduce the throw-forward and complete priority projects within defined timelines," the minister said, adding that delays not only escalate costs but also defer the economic benefits of infrastructure, including improved energy availability, industrial productivity, and investor confidence. [6,682,246,717]
article-paragraph: The minister directed the Secretaries of the Ministry of Planning, Finance, EAD, Power and the Ministry of Water Resources to jointly identify bottlenecks, whether financial, technical, or administrative, and resolve them on a fast-track basis through coordinated action and engagement with all stakeholders. [6,816,246,851]
article-paragraph: 0.28 percent, a clear sign of ongoing instability and a fragile security environment. [756,54,1001,62]
article-paragraph: While the call did not announce new initiatives, its tone was significant. It reflected an emerging convergence between Iran and Saudi Arabia on key regional principles: respect for sovereignty, preference for political solutions, and the belief that regional challenges require regional engagement. In a Middle East often shaped by sharp rivalries and external interventions, such exchanges suggest a cautious but deliberate move toward responsibility-sharing among influential regional actors. [502,240,742,300]
article-paragraph: Highlighting recent developments, she pointed to an unusual and sudden reduction in the flow of water in the Chenab River, calling it clear evidence of Indian "water aggression." She accused India of using water as a weapon to fuel tension and instability in South Asia. -APP [750,374,1012,410]
article-paragraph: to publish only information and narratives approved or produced by the Taliban. According to the organization, this situation has turned the single-voice policy into the dominant narrative in Afghanistan. [502,825,742,851]
article-paragraph: The two presidents "hold broadly similar views that the temporary ceasefire proposed by the Ukrainians and Europeans, under the pretext of preparing for a referendum or other pretexts, will only prolong the conflict and risk a resumption of hostilities," Ushakov said. [750,443,1012,478]
continued-from-label: Continued from page 3 [344,149,448,161]
article-paragraph: The index confirms that Afghanistan remains trapped at the bottom of the global rankings for instability. Out of 163 countries, it stands at 158th place, followed in its position as the fifth most insecure country in the world and the most unstable in South Asia. [502,1224,742,1260]
article-paragraph: Market participants attributed the strong close to improved sentiment, selective institutional buying, and expectations of supportive economic signals, while cautioning that volatility may persist in the near term due to macroeconomic and global market developments. [502,773,742,808]
article-paragraph: According to the Afghanistan Journalists Center, this process has severely weakened the position of the Taliban's Ministry of Information and Culture as the formal institution responsible for media affairs. -NNI [502,917,742,944]
continuation-header [502,946,742,959]
